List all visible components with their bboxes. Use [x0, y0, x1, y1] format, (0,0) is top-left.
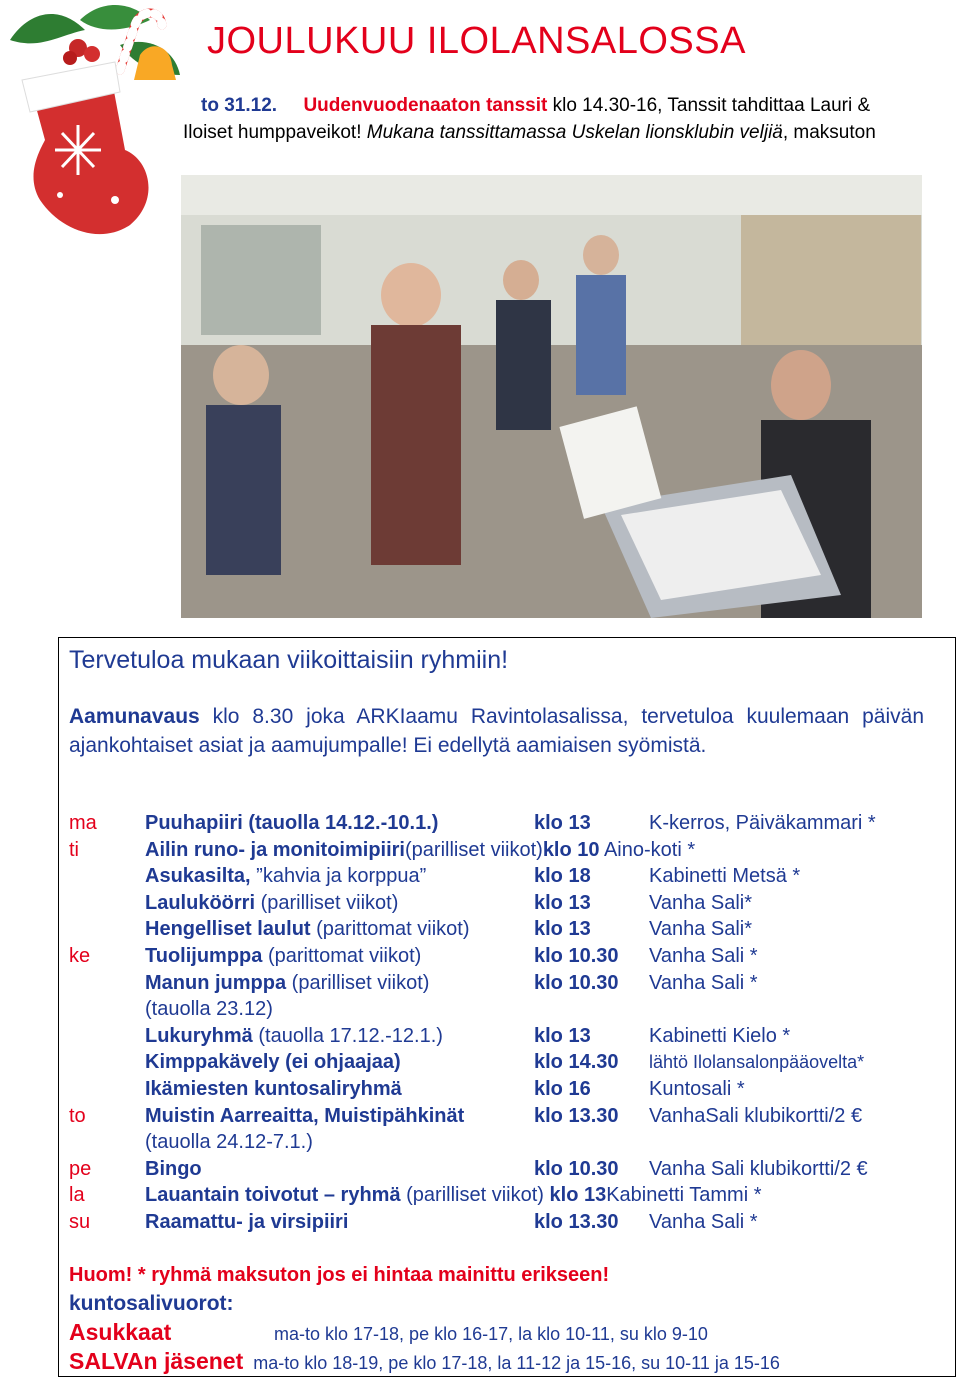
schedule-row [59, 970, 957, 997]
page-title: JOULUKUU ILOLANSALOSSA [207, 20, 746, 62]
schedule-activity: Lauantain toivotut – ryhmä [145, 1184, 401, 1207]
schedule-time: klo 13.30 [534, 1104, 619, 1127]
schedule-activity: Lauluköörri [145, 891, 256, 914]
schedule-activity: Kimppakävely (ei ohjaajaa) [145, 1051, 401, 1074]
schedule-activity: Manun jumppa [145, 971, 287, 994]
schedule-activity: Hengelliset laulut [145, 918, 311, 941]
schedule-note: (parilliset viikot) [400, 1184, 544, 1207]
gym-times-heading: kuntosalivuorot: [69, 1292, 234, 1315]
schedule-row [59, 890, 957, 917]
schedule-row [59, 1156, 957, 1183]
schedule-activity: Muistin Aarreaitta, Muistipähkinät [145, 1104, 465, 1127]
aamunavaus-paragraph [69, 702, 924, 760]
schedule-activity: Lukuryhmä [145, 1024, 253, 1047]
event-date: to 31.12. [201, 95, 278, 116]
schedule-place: Kabinetti Kielo * [649, 1024, 791, 1047]
schedule-day: ke [69, 944, 91, 967]
schedule-place: Kabinetti Tammi * [606, 1184, 762, 1207]
schedule-activity: Tuolijumppa [145, 944, 263, 967]
schedule-place: Vanha Sali * [649, 944, 758, 967]
schedule-activity: Ailin runo- ja monitoimipiiri [145, 838, 405, 861]
free-of-charge-note: Huom! * ryhmä maksuton jos ei hintaa mainittu erikseen! [69, 1264, 610, 1286]
schedule-row [59, 837, 957, 864]
schedule-day: su [69, 1210, 91, 1233]
schedule-row [59, 1182, 957, 1209]
schedule-note: (parittomat viikot) [310, 918, 470, 941]
schedule-note: (parilliset viikot) [286, 971, 430, 994]
schedule-day: pe [69, 1157, 92, 1180]
schedule-time: klo 13.30 [534, 1210, 619, 1233]
schedule-time: klo 13 [549, 1184, 607, 1207]
schedule-place: K-kerros, Päiväkammari * [649, 812, 876, 834]
event-details: klo 14.30-16, Tanssit tahdittaa Lauri & Iloiset humppaveikot! [183, 95, 871, 143]
schedule-row [59, 1129, 957, 1156]
members-hours: ma-to klo 18-19, pe klo 17-18, la 11-12 ja 15-16, su 10-11 ja 15-16 [253, 1353, 780, 1373]
schedule-note: (parittomat viikot) [262, 944, 422, 967]
schedule-time: klo 13 [534, 918, 591, 941]
schedule-row [59, 943, 957, 970]
christmas-stocking-icon [0, 0, 200, 250]
residents-hours: ma-to klo 17-18, pe klo 16-17, la klo 10-11, su klo 9-10 [274, 1324, 708, 1344]
schedule-row [59, 810, 957, 837]
schedule-place: lähtö Ilolansalonpääovelta* [649, 1052, 865, 1073]
schedule-time: klo 18 [534, 865, 591, 888]
welcome-heading: Tervetuloa mukaan viikoittaisiin ryhmiin! [69, 646, 509, 674]
schedule-row [59, 1103, 957, 1130]
schedule-time: klo 14.30 [534, 1051, 619, 1074]
schedule-time: klo 10.30 [534, 944, 619, 967]
schedule-place: Vanha Sali* [649, 891, 753, 914]
aamunavaus-text: klo 8.30 joka ARKIaamu Ravintolasalissa, tervetuloa kuulemaan päivän ajankohtaiset asiat ja aamujumpalle! Ei edellytä aamiaisen syömistä. [69, 705, 924, 757]
schedule-note: (tauolla 17.12.-12.1.) [252, 1024, 443, 1047]
schedule-place: Aino-koti * [603, 838, 696, 861]
schedule-activity: Ikämiesten kuntosaliryhmä [145, 1077, 402, 1100]
schedule-row [59, 863, 957, 890]
event-price: , maksuton [782, 122, 876, 143]
schedule-note: (parilliset viikot) [255, 891, 399, 914]
schedule-time: klo 10.30 [534, 971, 619, 994]
schedule-row [59, 1209, 957, 1236]
schedule-place: Vanha Sali * [649, 1210, 758, 1233]
weekly-groups-box [58, 637, 956, 1377]
aamunavaus-label: Aamunavaus [69, 705, 200, 728]
schedule-activity: Bingo [145, 1157, 202, 1180]
residents-label: Asukkaat [69, 1319, 172, 1345]
event-mukana: Mukana tanssittamassa Uskelan lionsklubin veljiä [366, 122, 783, 143]
schedule-row [59, 996, 957, 1023]
event-name: Uudenvuodenaaton tanssit [303, 95, 548, 116]
schedule-note: (parilliset viikot) [405, 838, 543, 861]
schedule-day: ma [69, 812, 97, 834]
schedule-time: klo 13 [534, 891, 591, 914]
schedule-place: Kuntosali * [649, 1077, 745, 1100]
schedule-day: ti [69, 838, 79, 861]
schedule-time: klo 10.30 [534, 1157, 619, 1180]
schedule-place: Vanha Sali klubikortti/2 € [649, 1157, 868, 1180]
dance-event-photo [181, 175, 922, 618]
schedule-row [59, 1076, 957, 1103]
schedule-note: (tauolla 23.12) [145, 998, 273, 1021]
schedule-row [59, 916, 957, 943]
schedule-day: to [69, 1104, 86, 1127]
schedule-place: Kabinetti Metsä * [649, 865, 801, 888]
schedule-activity: Raamattu- ja virsipiiri [145, 1210, 349, 1233]
schedule-time: klo 10 [542, 838, 600, 861]
schedule-place: Vanha Sali* [649, 918, 753, 941]
members-gym-times [69, 1348, 780, 1375]
schedule-note: ”kahvia ja korppua” [250, 865, 427, 888]
event-announcement [183, 92, 913, 146]
residents-gym-times [69, 1319, 708, 1346]
schedule-place: VanhaSali klubikortti/2 € [649, 1104, 863, 1127]
schedule-day: la [69, 1184, 85, 1207]
members-label: SALVAn jäsenet [69, 1348, 244, 1374]
schedule-table [59, 810, 957, 1236]
schedule-activity: Asukasilta, [145, 865, 251, 888]
schedule-time: klo 13 [534, 1024, 591, 1047]
schedule-time: klo 13 [534, 812, 591, 834]
schedule-note: (tauolla 24.12-7.1.) [145, 1131, 313, 1154]
schedule-time: klo 16 [534, 1077, 591, 1100]
schedule-place: Vanha Sali * [649, 971, 758, 994]
schedule-row [59, 1049, 957, 1076]
schedule-row [59, 1023, 957, 1050]
schedule-activity: Puuhapiiri (tauolla 14.12.-10.1.) [145, 812, 439, 834]
